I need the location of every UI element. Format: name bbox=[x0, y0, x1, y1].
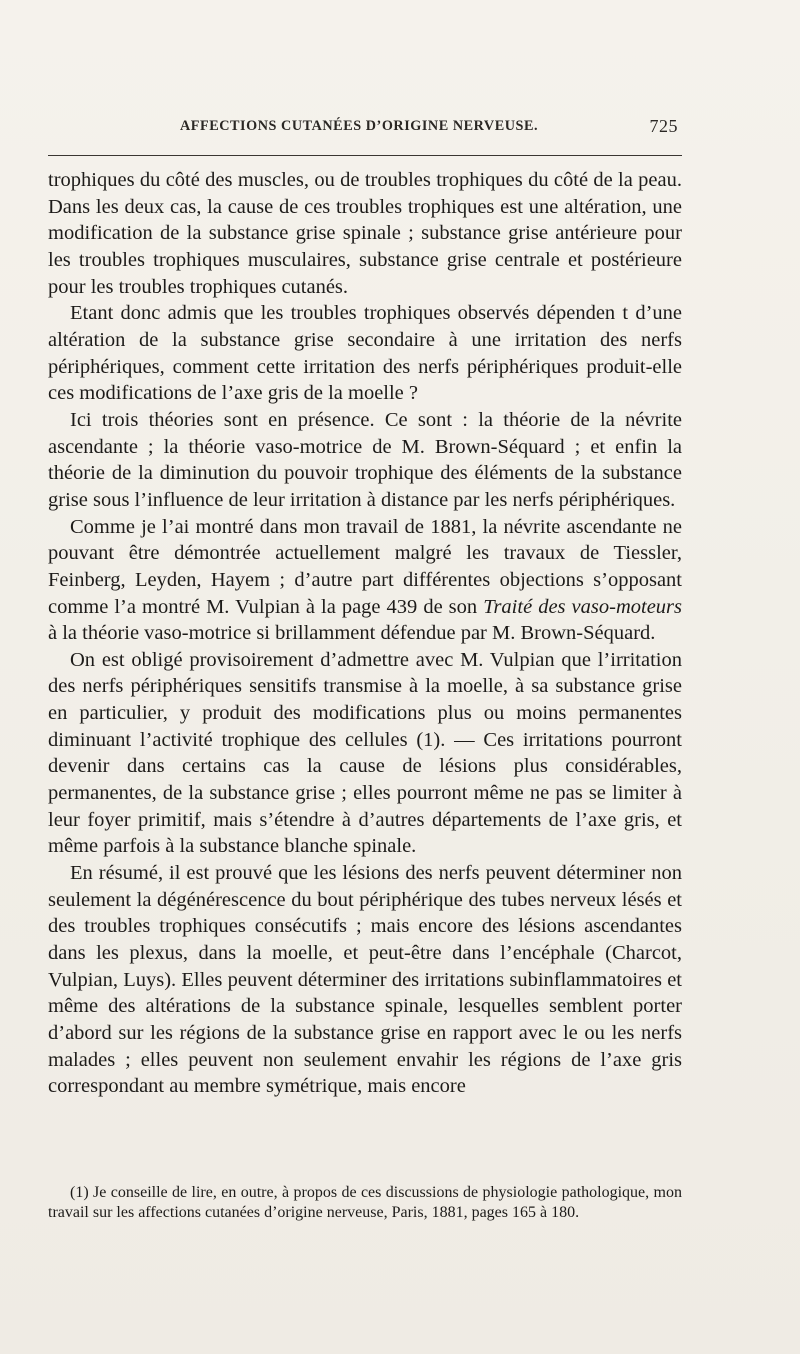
body-text bbox=[48, 167, 682, 1100]
running-title: AFFECTIONS CUTANÉES D’ORIGINE NERVEUSE. bbox=[180, 118, 539, 134]
footnote-text: (1) Je conseille de lire, en outre, à propos de ces discussions de physiologie pathologique, mon travail sur les affections cutanées d’origine nerveuse, Paris, 1881, pages 165 à 180. bbox=[48, 1184, 682, 1221]
paragraph-4-text-start: Comme je l’ai montré dans mon travail de 1881, la névrite ascendante ne pouvant être démontrée actuellement malgré les travaux de Tiessler, Feinberg, Leyden, Hayem ; d’autre part différentes objections s’opposant comme l’a montré M. Vulpian à la page 439 de son bbox=[48, 515, 682, 618]
header-rule bbox=[48, 155, 682, 156]
page-header bbox=[48, 118, 684, 142]
paragraph-6: En résumé, il est prouvé que les lésions des nerfs peuvent déterminer non seulement la dégénérescence du bout périphérique des tubes nerveux lésés et des troubles trophiques consécutifs ; mais encore des lésions ascendantes dans les plexus, dans la moelle, et peut-être dans l’encéphale (Charcot, Vulpian, Luys). Elles peuvent déterminer des irritations subinflammatoires et même des altérations de la substance spinale, lesquelles semblent porter d’abord sur les régions de la substance grise en rapport avec le ou les nerfs malades ; elles peuvent non seulement envahir les régions de l’axe gris correspondant au membre symétrique, mais encore bbox=[48, 862, 682, 1098]
book-title-italic: Traité des vaso-moteurs bbox=[483, 595, 682, 618]
paragraph-4-text-end: à la théorie vaso-motrice si brillamment défendue par M. Brown-Séquard. bbox=[48, 622, 656, 645]
page-number: 725 bbox=[649, 116, 678, 136]
paragraph-3: Ici trois théories sont en présence. Ce sont : la théorie de la névrite ascendante ; la théorie vaso-motrice de M. Brown-Séquard ; et enfin la théorie de la diminution du pouvoir trophique des éléments de la substance grise sous l’influence de leur irritation à distance par les nerfs périphériques. bbox=[48, 408, 682, 511]
paragraph-1: trophiques du côté des muscles, ou de troubles trophiques du côté de la peau. Dans les deux cas, la cause de ces troubles trophiques est une altération, une modification de la substance grise spinale ; substance grise antérieure pour les troubles trophiques musculaires, substance grise centrale et postérieure pour les troubles trophiques cutanés. bbox=[48, 169, 682, 298]
footnote bbox=[48, 1183, 682, 1223]
paragraph-4 bbox=[48, 514, 682, 647]
paragraph-5: On est obligé provisoirement d’admettre avec M. Vulpian que l’irritation des nerfs périphériques sensitifs transmise à la moelle, à sa substance grise en particulier, y produit des modifications plus ou moins permanentes diminuant l’activité trophique des cellules (1). — Ces irritations pourront devenir dans certains cas la cause de lésions plus considérables, permanentes, de la substance grise ; elles pourront même ne pas se limiter à leur foyer primitif, mais s’étendre à d’autres départements de l’axe gris, et même parfois à la substance blanche spinale. bbox=[48, 648, 682, 858]
paragraph-2: Etant donc admis que les troubles trophiques observés dépenden t d’une altération de la substance grise secondaire à une irritation des nerfs périphériques, comment cette irritation des nerfs périphériques produit-elle ces modifications de l’axe gris de la moelle ? bbox=[48, 302, 682, 405]
